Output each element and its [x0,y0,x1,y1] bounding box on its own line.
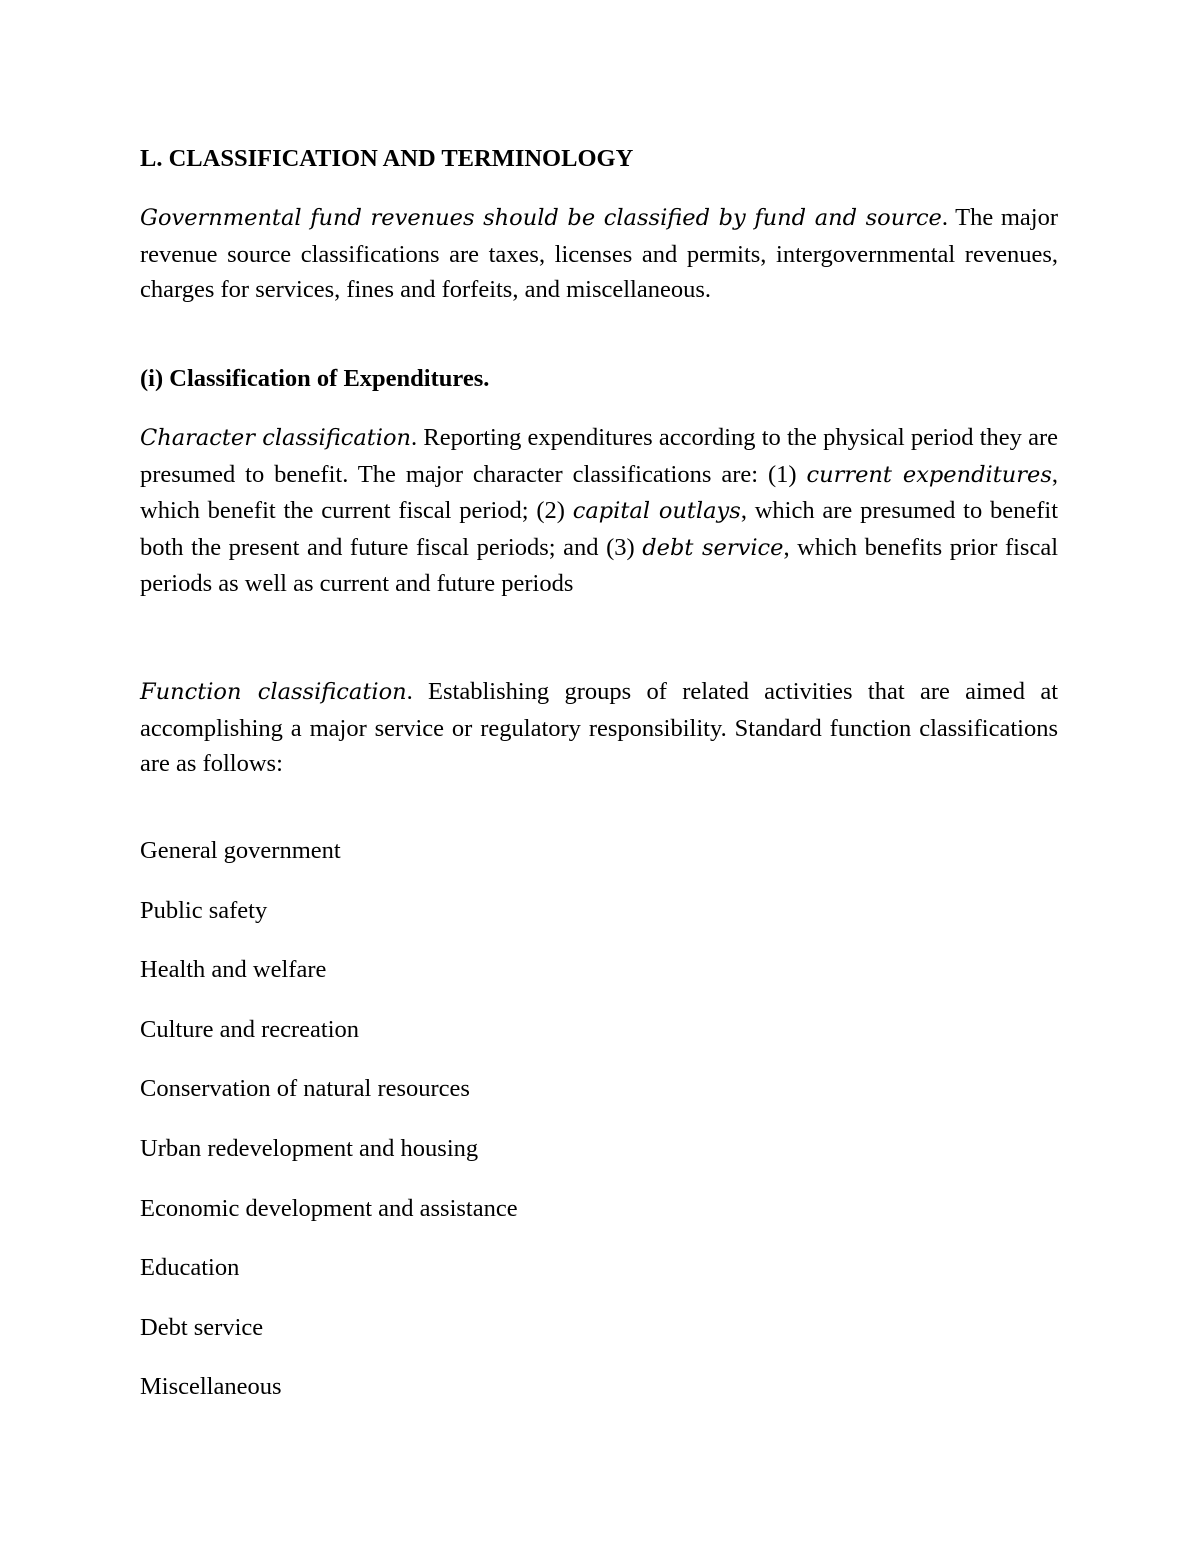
character-paragraph [140,420,1058,602]
list-item: Health and welfare [140,956,327,984]
list-item: Urban redevelopment and housing [140,1134,479,1162]
list-item: Education [140,1254,240,1282]
capital-outlays-term: capital outlays [572,498,741,524]
function-italic-lead: Function classification [140,679,407,705]
character-text-2: , which benefit the current fiscal period; (2) [140,460,1058,524]
current-expenditures-term: current expenditures [806,461,1052,488]
function-text: . Establishing groups of related activities that are aimed at accomplishing a major service or regulatory responsibility. Standard function classifications are as follows: [140,678,1059,777]
list-item: Conservation of natural resources [140,1075,470,1103]
revenue-italic-lead: Governmental fund revenues should be classified by fund and source [140,205,942,231]
list-item: Public safety [140,896,268,924]
character-text-1: . Reporting expenditures according to the physical period they are presumed to benefit. The major character classifications are: (1) [140,424,1058,488]
section-heading: L. CLASSIFICATION AND TERMINOLOGY [140,145,634,172]
expenditures-heading: (i) Classification of Expenditures. [140,365,490,392]
function-paragraph [140,674,1058,782]
function-classification-list [140,833,518,1429]
list-item: Culture and recreation [140,1015,360,1043]
list-item: Economic development and assistance [140,1194,518,1222]
character-italic-lead: Character classification [140,425,412,451]
debt-service-term: debt service [642,534,784,561]
revenue-paragraph [140,200,1058,308]
list-item: Miscellaneous [140,1373,282,1401]
character-text-3: , which are presumed to benefit both the present and future fiscal periods; and (3) [140,497,1059,561]
list-item: General government [140,837,341,864]
revenue-text: . The major revenue source classifications are taxes, licenses and permits, intergovernmental revenues, charges for services, fines and forfeits, and miscellaneous. [140,204,1059,303]
character-text-4: , which benefits prior fiscal periods as well as current and future periods [140,533,1058,597]
list-item: Debt service [140,1313,264,1341]
